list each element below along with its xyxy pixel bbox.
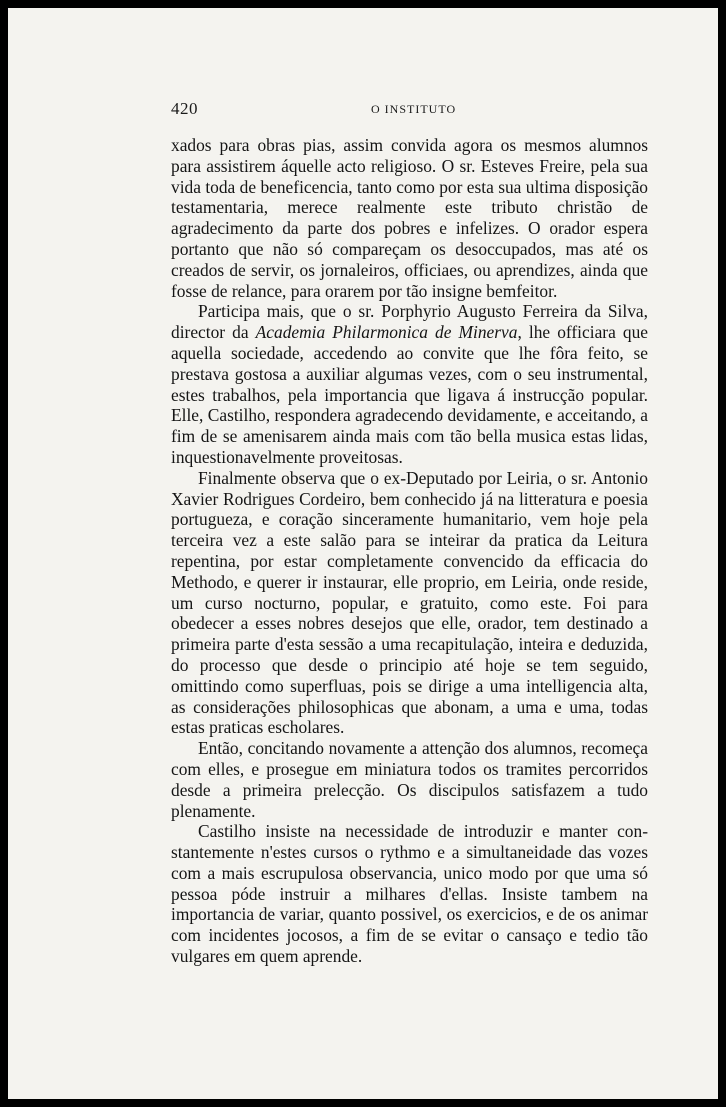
- page-number: 420: [171, 99, 198, 118]
- running-head: [171, 99, 561, 121]
- text-segment: Castilho insiste na necessidade de introduzir e manter constantemente n'estes cursos o rythmo e a simultaneidade das vozes com a mais escrupulosa observancia, unico modo por que uma só pessoa póde instruir a milhares d'ellas. Insiste tambem na importancia de variar, quanto possivel, os exercicios, e de os animar com incidentes jocosos, a fim de se evitar o cansaço e tedio tão vulgares em quem aprende.: [171, 821, 648, 967]
- paragraph: [171, 738, 648, 821]
- academy-name: Academia Philarmonica de Minerva: [255, 322, 518, 343]
- text-segment: Participa mais, que o sr. Porphyrio Augusto Ferreira da Silva, director da: [171, 301, 648, 343]
- paragraph: [171, 135, 648, 301]
- body-text: [171, 135, 648, 967]
- text-segment: Então, concitando novamente a attenção dos alumnos, recomeça com elles, e prosegue em miniatura todos os tramites percorridos desde a primeira prelecção. Os discipulos satisfazem a tudo plenamente.: [171, 738, 648, 821]
- text-segment: xados para obras pias, assim convida agora os mesmos alumnos para assistirem áquelle acto religioso. O sr. Esteves Freire, pela sua vida toda de beneficencia, tanto como por esta sua ultima disposição testamentaria, merece realmente este tributo christão de agradecimento da parte dos pobres e infelizes. O orador espera portanto que não só compareçam os desoccupados, mas até os creados de servir, os jornaleiros, officiaes, ou aprendizes, ainda que fosse de relance, para orarem por tão insigne bemfeitor.: [171, 135, 648, 301]
- paragraph: [171, 468, 648, 738]
- book-page: [8, 8, 718, 1099]
- text-segment: , lhe officiara que aquella sociedade, accedendo ao convite que lhe fôra feito, se prestava gostosa a auxiliar algumas vezes, com o seu instrumental, estes trabalhos, pela importancia que ligava á instrucção popular. Elle, Castilho, respondera agradecendo devidamente, e acceitando, a fim de se amenisarem ainda mais com tão bella musica estas lidas, inquestionavelmente proveitosas.: [171, 322, 648, 467]
- paragraph: [171, 301, 648, 467]
- paragraph: [171, 821, 648, 967]
- journal-title: O INSTITUTO: [371, 102, 457, 116]
- text-segment: Finalmente observa que o ex-Deputado por Leiria, o sr. Antonio Xavier Rodrigues Cordeiro, bem conhecido já na litteratura e poesia portugueza, e coração sinceramente humanitario, vem hoje pela terceira vez a este salão para se inteirar da pratica da Leitura repentina, por estar completamente convencido da efficacia do Methodo, e querer ir instaurar, elle proprio, em Leiria, onde reside, um curso nocturno, popular, e gratuito, como este. Foi para obedecer a esses nobres desejos que elle, orador, tem destinado a primeira parte d'esta sessão a uma recapitulação, inteira e deduzida, do processo que desde o principio até hoje se tem seguido, omittindo como superfluas, pois se dirige a uma intelligencia alta, as considerações philosophicas que abonam, a uma e uma, todas estas praticas escholares.: [171, 467, 648, 738]
